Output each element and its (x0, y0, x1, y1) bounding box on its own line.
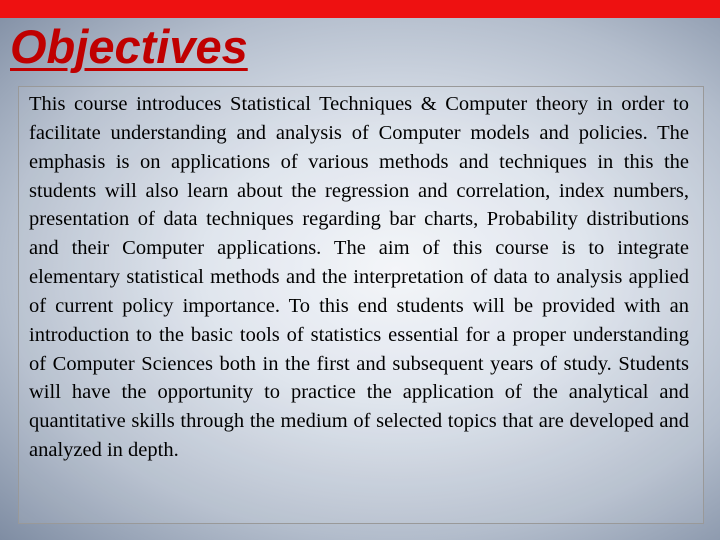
objectives-paragraph: This course introduces Statistical Techniques & Computer theory in order to facilitate understanding and analysis of Computer models and policies. The emphasis is on applications of various methods and techniques in this the students will also learn about the regression and correlation, index numbers, presentation of data techniques regarding bar charts, Probability distributions and their Computer applications. The aim of this course is to integrate elementary statistical methods and the interpretation of data to analysis applied of current policy importance. To this end students will be provided with an introduction to the basic tools of statistics essential for a proper understanding of Computer Sciences both in the first and subsequent years of study. Students will have the opportunity to practice the application of the analytical and quantitative skills through the medium of selected topics that are developed and analyzed in depth. (29, 93, 689, 462)
slide-title: Objectives (10, 20, 248, 73)
body-text-box (18, 86, 704, 524)
top-accent-bar (0, 0, 720, 18)
